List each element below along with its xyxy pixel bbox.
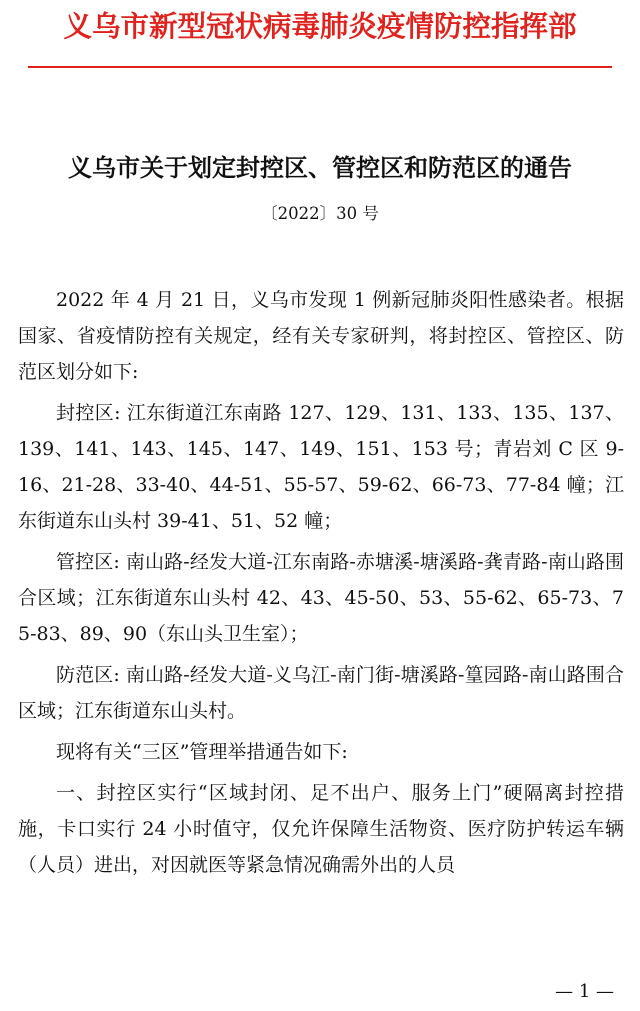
paragraph-measures-intro: 现将有关“三区”管理举措通告如下: (56, 741, 348, 763)
notice-body (18, 282, 624, 888)
page-number: — 1 — (555, 981, 614, 1002)
paragraph-sealed-zone: 封控区: 江东街道江东南路 127、129、131、133、135、137、139、141、143、145、147、149、151、153 号；青岩刘 C 区 9-16、21-28、33-40、44-51、55-57、59-62、66-73、77-84 幢；江东街道东山头村 39-41、51、52 幢； (18, 402, 624, 532)
paragraph-measure-one: 一、封控区实行“区域封闭、足不出户、服务上门”硬隔离封控措施，卡口实行 24 小时值守，仅允许保障生活物资、医疗防护转运车辆（人员）进出，对因就医等紧急情况确需外出的人员 (18, 782, 624, 876)
paragraph-intro: 2022 年 4 月 21 日，义乌市发现 1 例新冠肺炎阳性感染者。根据国家、省疫情防控有关规定，经有关专家研判，将封控区、管控区、防范区划分如下: (18, 289, 624, 383)
paragraph-controlled-zone: 管控区: 南山路-经发大道-江东南路-赤塘溪-塘溪路-龚青路-南山路围合区域；江东街道东山头村 42、43、45-50、53、55-62、65-73、75-83、89、90（东山头卫生室）； (18, 551, 624, 645)
notice-title: 义乌市关于划定封控区、管控区和防范区的通告 (68, 153, 572, 182)
issuer-header: 义乌市新型冠状病毒肺炎疫情防控指挥部 (63, 9, 577, 43)
paragraph-prevention-zone: 防范区: 南山路-经发大道-义乌江-南门街-塘溪路-篁园路-南山路围合区域；江东街道东山头村。 (18, 664, 624, 722)
header-divider (28, 66, 612, 68)
document-number: 〔2022〕30 号 (261, 204, 379, 223)
